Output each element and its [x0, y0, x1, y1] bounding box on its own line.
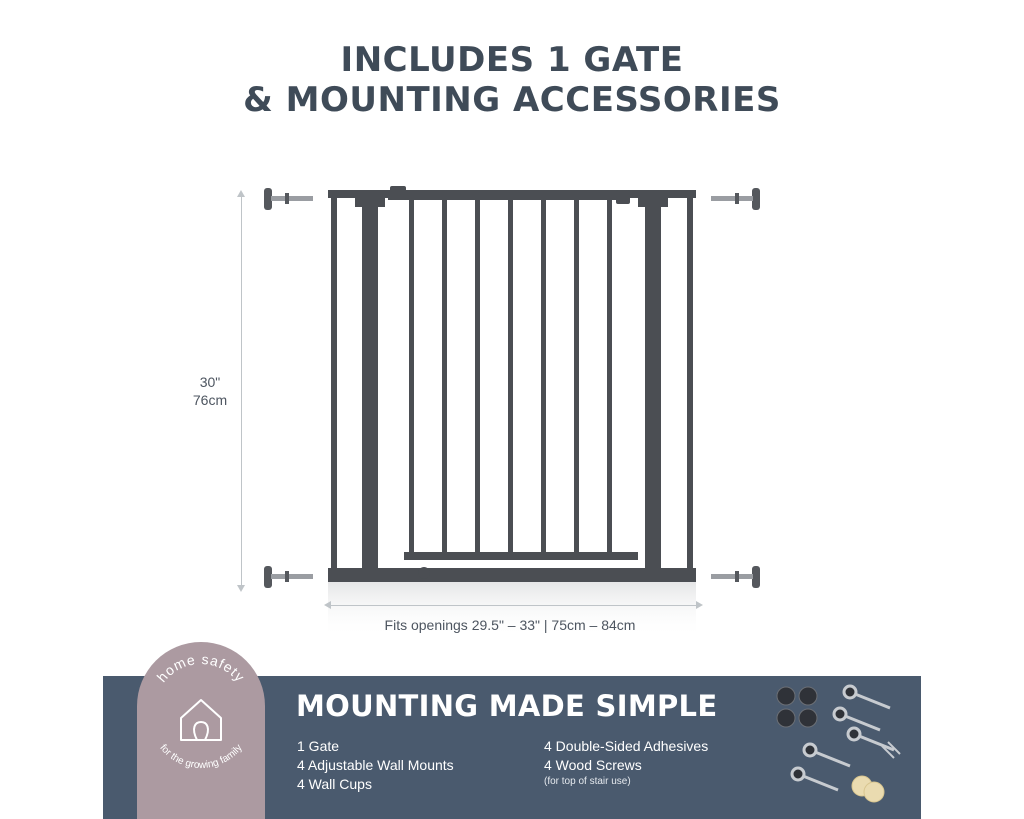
- badge-tagline: for the growing family: [157, 742, 245, 772]
- height-imperial: 30": [199, 374, 221, 390]
- hardware-illustration: [770, 680, 910, 810]
- list-item: 4 Wall Cups: [297, 776, 372, 792]
- stair-use-note: (for top of stair use): [544, 776, 631, 787]
- wall-cups: [777, 687, 817, 727]
- width-dimension-line: [330, 605, 696, 606]
- house-outline-icon: [181, 700, 221, 740]
- list-item: 4 Wood Screws: [544, 757, 642, 773]
- headline-line-2: & MOUNTING ACCESSORIES: [243, 80, 781, 120]
- headline-line-1: INCLUDES 1 GATE: [340, 40, 684, 80]
- banner-title: MOUNTING MADE SIMPLE: [296, 689, 718, 723]
- height-label: [180, 373, 240, 409]
- double-sided-adhesives: [852, 776, 884, 802]
- fits-openings-label: Fits openings 29.5" – 33" | 75cm – 84cm: [384, 617, 636, 633]
- height-metric: 76cm: [192, 392, 228, 408]
- wall-mount-bottom-right: [711, 566, 760, 588]
- accessories-list-right: [544, 737, 764, 788]
- height-arrow-bottom: [237, 585, 245, 592]
- accessories-list-left: [297, 737, 517, 794]
- wall-mount-top-left: [264, 188, 313, 210]
- width-arrow-right: [696, 601, 703, 609]
- height-dimension-line: [241, 196, 242, 586]
- list-item: 1 Gate: [297, 738, 340, 754]
- badge-arc-text: home safety: [153, 650, 249, 686]
- gate-door: [388, 186, 638, 579]
- badge-artwork: [137, 642, 265, 819]
- list-item: 4 Adjustable Wall Mounts: [297, 757, 454, 773]
- wall-mount-bottom-left: [264, 566, 313, 588]
- list-item: 4 Double-Sided Adhesives: [544, 738, 709, 754]
- wall-mount-top-right: [711, 188, 760, 210]
